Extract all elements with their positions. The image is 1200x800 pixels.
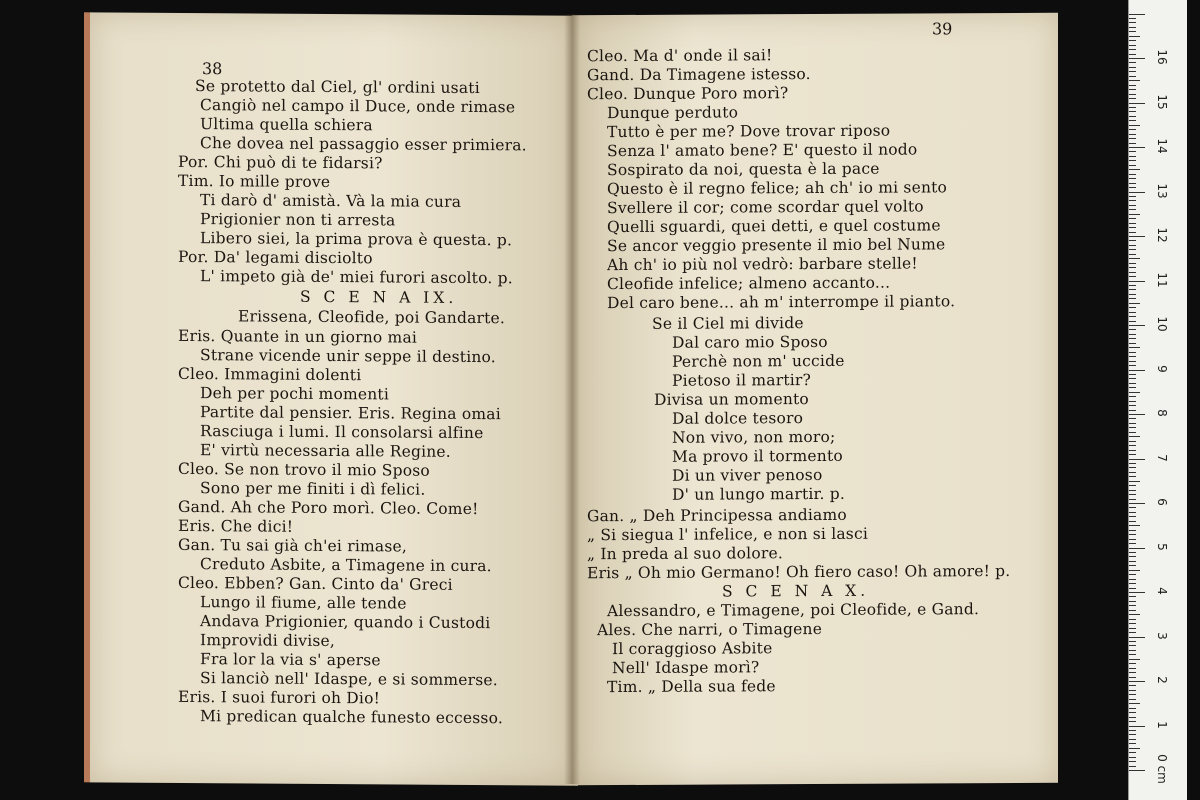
ruler-tick xyxy=(1129,401,1136,402)
ruler-tick xyxy=(1129,107,1136,108)
right-page-text-line: „ In preda al suo dolore. xyxy=(587,544,783,564)
ruler-tick xyxy=(1129,414,1145,415)
ruler-label: 4 xyxy=(1155,587,1169,595)
ruler-tick xyxy=(1129,423,1136,424)
left-page-text-line: Eris. Che dici! xyxy=(178,516,294,536)
ruler-tick xyxy=(1129,40,1136,41)
left-page-text-line: L' impeto già de' miei furori ascolto. p. xyxy=(200,267,513,288)
ruler-tick xyxy=(1129,410,1136,411)
ruler-tick xyxy=(1129,85,1136,86)
left-page-text-line: Improvidi divise, xyxy=(200,631,336,651)
ruler-label: 16 xyxy=(1155,49,1169,65)
ruler-tick xyxy=(1129,343,1136,344)
ruler-tick xyxy=(1129,338,1136,339)
ruler-tick xyxy=(1129,120,1136,121)
ruler-tick xyxy=(1129,147,1145,148)
right-page-text-line: Se ancor veggio presente il mio bel Nume xyxy=(607,235,946,256)
ruler-tick xyxy=(1129,321,1136,322)
ruler-tick xyxy=(1129,739,1136,740)
ruler-tick xyxy=(1129,752,1136,753)
ruler-tick xyxy=(1129,579,1136,580)
right-page-text-line: Di un viver penoso xyxy=(672,465,823,485)
ruler-tick xyxy=(1129,694,1136,695)
left-page-text-line: Creduto Asbite, a Timagene in cura. xyxy=(200,555,492,576)
ruler-tick xyxy=(1129,427,1136,428)
left-page-text-line: Ultima quella schiera xyxy=(200,115,373,135)
ruler-tick xyxy=(1129,565,1136,566)
ruler-tick xyxy=(1129,770,1145,771)
ruler-tick xyxy=(1129,637,1145,638)
open-book xyxy=(78,14,1063,784)
ruler-tick xyxy=(1129,263,1136,264)
ruler-tick xyxy=(1129,209,1136,210)
ruler-tick xyxy=(1129,494,1136,495)
ruler-tick xyxy=(1129,432,1136,433)
ruler-tick xyxy=(1129,134,1136,135)
ruler-tick xyxy=(1129,654,1136,655)
ruler-tick xyxy=(1129,685,1136,686)
ruler-tick xyxy=(1129,45,1136,46)
right-page-text-line: S C E N A X. xyxy=(722,581,870,601)
ruler-tick xyxy=(1129,18,1136,19)
ruler-tick xyxy=(1129,387,1136,388)
ruler-tick xyxy=(1129,151,1136,152)
ruler-tick xyxy=(1129,748,1140,749)
ruler-tick xyxy=(1129,463,1136,464)
ruler-tick xyxy=(1129,196,1136,197)
ruler-label: 9 xyxy=(1155,364,1169,373)
ruler-tick xyxy=(1129,156,1136,157)
measurement-ruler xyxy=(1128,0,1187,800)
ruler-tick xyxy=(1129,561,1136,562)
left-page-text-line: Si lanciò nell' Idaspe, e si sommerse. xyxy=(200,669,498,690)
ruler-tick xyxy=(1129,281,1145,282)
right-page-text-line: D' un lungo martir. p. xyxy=(672,484,845,504)
ruler-tick xyxy=(1129,516,1136,517)
ruler-tick xyxy=(1129,761,1136,762)
right-page-text-line: Gand. Da Timagene istesso. xyxy=(587,65,811,85)
ruler-tick xyxy=(1129,183,1136,184)
left-page-text-line: S C E N A IX. xyxy=(300,287,458,307)
ruler-tick xyxy=(1129,71,1136,72)
ruler-tick xyxy=(1129,249,1136,250)
ruler-label: 12 xyxy=(1155,227,1169,243)
ruler-tick xyxy=(1129,730,1136,731)
ruler-tick xyxy=(1129,766,1136,767)
ruler-tick xyxy=(1129,370,1145,371)
ruler-tick xyxy=(1129,62,1136,63)
ruler-tick xyxy=(1129,708,1136,709)
ruler-tick xyxy=(1129,605,1136,606)
left-page-text-line: Por. Da' legami disciolto xyxy=(178,247,373,268)
ruler-tick xyxy=(1129,329,1136,330)
left-page-text-line: Prigionier non ti arresta xyxy=(200,210,396,230)
ruler-label: 11 xyxy=(1155,271,1169,288)
right-page-text-line: Pietoso il martir? xyxy=(672,371,812,390)
left-page-text-line: Cleo. Ebben? Gan. Cinto da' Greci xyxy=(178,573,453,594)
right-page-text-line: Dal caro mio Sposo xyxy=(672,332,828,352)
ruler-tick xyxy=(1129,436,1140,437)
ruler-tick xyxy=(1129,641,1136,642)
right-page-text-line: Gan. „ Deh Principessa andiamo xyxy=(587,505,847,526)
ruler-tick xyxy=(1129,530,1136,531)
ruler-tick xyxy=(1129,507,1136,508)
right-page-text-line: Senza l' amato bene? E' questo il nodo xyxy=(607,140,918,161)
ruler-label: 1 xyxy=(1155,720,1169,729)
ruler-label: 0 cm xyxy=(1155,754,1169,784)
left-page-text-line: Cangiò nel campo il Duce, onde rimase xyxy=(200,96,516,117)
ruler-tick xyxy=(1129,481,1140,482)
ruler-label: 13 xyxy=(1155,182,1169,199)
ruler-tick xyxy=(1129,610,1136,611)
ruler-tick xyxy=(1129,467,1136,468)
ruler-tick xyxy=(1129,240,1136,241)
ruler-label: 6 xyxy=(1155,498,1169,506)
ruler-tick xyxy=(1129,476,1136,477)
ruler-tick xyxy=(1129,552,1136,553)
left-page-text-line: Se protetto dal Ciel, gl' ordini usati xyxy=(195,77,480,98)
right-page-text-line: Dal dolce tesoro xyxy=(672,409,804,428)
ruler-tick xyxy=(1129,169,1140,170)
left-page-text-line: Mi predican qualche funesto eccesso. xyxy=(200,707,503,728)
ruler-tick xyxy=(1129,111,1136,112)
ruler-tick xyxy=(1129,236,1145,237)
ruler-tick xyxy=(1129,543,1136,544)
ruler-tick xyxy=(1129,459,1145,460)
ruler-tick xyxy=(1129,396,1136,397)
ruler-tick xyxy=(1129,570,1140,571)
ruler-tick xyxy=(1129,726,1145,727)
ruler-tick xyxy=(1129,503,1145,504)
ruler-tick xyxy=(1129,757,1136,758)
right-page xyxy=(572,13,1058,786)
right-page-text-line: Eris „ Oh mio Germano! Oh fiero caso! Oh amore! p. xyxy=(587,561,1011,583)
ruler-tick xyxy=(1129,165,1136,166)
left-page-text-line: Cleo. Immagini dolenti xyxy=(178,364,362,385)
ruler-tick xyxy=(1129,521,1136,522)
ruler-tick xyxy=(1129,227,1136,228)
ruler-tick xyxy=(1129,347,1140,348)
right-page-text-line: Divisa un momento xyxy=(654,390,809,409)
right-page-text-line: Tutto è per me? Dove trovar riposo xyxy=(607,121,891,142)
right-page-text-line: Questo è il regno felice; ah ch' io mi sento xyxy=(607,178,948,199)
ruler-tick xyxy=(1129,254,1136,255)
ruler-tick xyxy=(1129,245,1136,246)
ruler-tick xyxy=(1129,445,1136,446)
ruler-tick xyxy=(1129,143,1136,144)
ruler-tick xyxy=(1129,374,1136,375)
page-number-left: 38 xyxy=(202,59,223,79)
ruler-tick xyxy=(1129,116,1136,117)
right-page-text-line: Quelli sguardi, quei detti, e quel costume xyxy=(607,216,941,237)
ruler-tick xyxy=(1129,485,1136,486)
right-page-text-line: Nell' Idaspe morì? xyxy=(612,658,760,678)
ruler-tick xyxy=(1129,668,1136,669)
ruler-tick xyxy=(1129,129,1136,130)
right-page-text-line: Ales. Che narri, o Timagene xyxy=(597,619,823,640)
ruler-tick xyxy=(1129,125,1140,126)
ruler-tick xyxy=(1129,232,1136,233)
ruler-tick xyxy=(1129,36,1140,37)
ruler-label: 5 xyxy=(1155,542,1169,551)
right-page-text-line: Non vivo, non moro; xyxy=(672,427,836,447)
ruler-tick xyxy=(1129,192,1145,193)
left-page xyxy=(84,12,578,785)
ruler-tick xyxy=(1129,677,1136,678)
right-page-text-line: Dunque perduto xyxy=(607,103,739,123)
book-gutter xyxy=(564,14,580,784)
ruler-tick xyxy=(1129,681,1145,682)
ruler-tick xyxy=(1129,365,1136,366)
ruler-tick xyxy=(1129,67,1136,68)
left-page-text-line: Andava Prigionier, quando i Custodi xyxy=(200,612,491,633)
left-page-text-line: Ti darò d' amistà. Và la mia cura xyxy=(200,191,462,211)
ruler-tick xyxy=(1129,499,1136,500)
ruler-tick xyxy=(1129,556,1136,557)
ruler-tick xyxy=(1129,418,1136,419)
ruler-tick xyxy=(1129,103,1145,104)
ruler-tick xyxy=(1129,174,1136,175)
ruler-tick xyxy=(1129,383,1136,384)
left-page-text-line: Lungo il fiume, alle tende xyxy=(200,593,407,613)
ruler-tick xyxy=(1129,276,1136,277)
right-page-text-line: Perchè non m' uccide xyxy=(672,351,845,371)
ruler-tick xyxy=(1129,356,1136,357)
ruler-tick xyxy=(1129,54,1136,55)
ruler-label: 3 xyxy=(1155,631,1169,640)
ruler-tick xyxy=(1129,490,1136,491)
ruler-tick xyxy=(1129,441,1136,442)
ruler-tick xyxy=(1129,94,1136,95)
ruler-tick xyxy=(1129,596,1136,597)
ruler-tick xyxy=(1129,454,1136,455)
ruler-tick xyxy=(1129,534,1136,535)
ruler-tick xyxy=(1129,160,1136,161)
ruler-tick xyxy=(1129,623,1136,624)
ruler-tick xyxy=(1129,361,1136,362)
ruler-tick xyxy=(1129,285,1136,286)
ruler-tick xyxy=(1129,316,1136,317)
ruler-tick xyxy=(1129,734,1136,735)
ruler-tick xyxy=(1129,699,1136,700)
ruler-tick xyxy=(1129,574,1136,575)
right-page-text-line: Sospirato da noi, questa è la pace xyxy=(607,159,880,180)
ruler-tick xyxy=(1129,303,1140,304)
ruler-tick xyxy=(1129,663,1136,664)
ruler-tick xyxy=(1129,307,1136,308)
ruler-tick xyxy=(1129,294,1136,295)
ruler-tick xyxy=(1129,672,1136,673)
ruler-tick xyxy=(1129,76,1136,77)
right-page-text-line: Cleofide infelice; almeno accanto... xyxy=(607,273,891,294)
ruler-tick xyxy=(1129,712,1136,713)
ruler-tick xyxy=(1129,14,1145,15)
ruler-tick xyxy=(1129,405,1136,406)
left-page-text-line: E' virtù necessaria alle Regine. xyxy=(200,441,451,461)
ruler-tick xyxy=(1129,650,1136,651)
ruler-tick xyxy=(1129,512,1136,513)
ruler-tick xyxy=(1129,619,1136,620)
ruler-tick xyxy=(1129,352,1136,353)
ruler-tick xyxy=(1129,289,1136,290)
ruler-tick xyxy=(1129,690,1136,691)
ruler-tick xyxy=(1129,645,1136,646)
ruler-tick xyxy=(1129,267,1136,268)
ruler-tick xyxy=(1129,632,1136,633)
left-page-text-line: Fra lor la via s' aperse xyxy=(200,650,381,670)
ruler-label: 8 xyxy=(1155,409,1169,417)
left-page-text-line: Che dovea nel passaggio esser primiera. xyxy=(200,134,527,155)
ruler-tick xyxy=(1129,614,1140,615)
ruler-tick xyxy=(1129,717,1136,718)
ruler-tick xyxy=(1129,49,1136,50)
ruler-tick xyxy=(1129,22,1136,23)
ruler-tick xyxy=(1129,272,1136,273)
left-page-text-line: Gan. Tu sai già ch'ei rimase, xyxy=(178,535,407,556)
ruler-tick xyxy=(1129,258,1140,259)
left-page-text-line: Erissena, Cleofide, poi Gandarte. xyxy=(238,307,506,328)
ruler-tick xyxy=(1129,583,1136,584)
right-page-text-line: Alessandro, e Timagene, poi Cleofide, e Gand. xyxy=(607,600,980,621)
ruler-tick xyxy=(1129,31,1136,32)
ruler-tick xyxy=(1129,178,1136,179)
ruler-tick xyxy=(1129,472,1136,473)
ruler-tick xyxy=(1129,89,1136,90)
ruler-tick xyxy=(1129,392,1140,393)
ruler-label: 7 xyxy=(1155,453,1169,462)
left-page-text-line: Gand. Ah che Poro morì. Cleo. Come! xyxy=(178,497,479,519)
right-page-text-line: „ Si siegua l' infelice, e non si lasci xyxy=(587,524,868,545)
ruler-tick xyxy=(1129,548,1145,549)
right-page-text-line: Ah ch' io più nol vedrò: barbare stelle! xyxy=(607,254,918,275)
page-number-right: 39 xyxy=(932,19,953,39)
right-page-text-line: Cleo. Dunque Poro morì? xyxy=(587,84,789,104)
ruler-tick xyxy=(1129,218,1136,219)
ruler-tick xyxy=(1129,27,1136,28)
ruler-tick xyxy=(1129,450,1136,451)
right-page-text-line: Se il Ciel mi divide xyxy=(652,314,804,333)
left-page-text-line: Eris. Quante in un giorno mai xyxy=(178,326,418,347)
ruler-tick xyxy=(1129,80,1140,81)
ruler-tick xyxy=(1129,187,1136,188)
ruler-tick xyxy=(1129,214,1140,215)
ruler-tick xyxy=(1129,138,1136,139)
ruler-tick xyxy=(1129,588,1136,589)
ruler-tick xyxy=(1129,703,1140,704)
left-page-text-line: Sono per me finiti i dì felici. xyxy=(200,479,426,499)
left-page-text-line: Libero siei, la prima prova è questa. p. xyxy=(200,229,513,250)
ruler-tick xyxy=(1129,743,1136,744)
ruler-tick xyxy=(1129,58,1145,59)
ruler-tick xyxy=(1129,628,1136,629)
ruler-tick xyxy=(1129,659,1140,660)
left-page-text-line: Partite dal pensier. Eris. Regina omai xyxy=(200,403,501,424)
ruler-tick xyxy=(1129,592,1145,593)
left-page-text-line: Strane vicende unir seppe il destino. xyxy=(200,346,496,367)
ruler-tick xyxy=(1129,200,1136,201)
right-page-text-line: Ma provo il tormento xyxy=(672,446,843,466)
left-page-text-line: Tim. Io mille prove xyxy=(178,171,331,191)
ruler-tick xyxy=(1129,525,1140,526)
ruler-label: 14 xyxy=(1155,138,1169,154)
ruler-tick xyxy=(1129,205,1136,206)
ruler-tick xyxy=(1129,298,1136,299)
left-page-text-line: Por. Chi può di te fidarsi? xyxy=(178,152,383,173)
ruler-tick xyxy=(1129,325,1145,326)
right-page-text-line: Svellere il cor; come scordar quel volto xyxy=(607,197,924,218)
ruler-tick xyxy=(1129,539,1136,540)
right-page-text-line: Il coraggioso Asbite xyxy=(612,639,773,659)
ruler-tick xyxy=(1129,223,1136,224)
ruler-tick xyxy=(1129,721,1136,722)
ruler-tick xyxy=(1129,378,1136,379)
left-page-text-line: Eris. I suoi furori oh Dio! xyxy=(178,687,381,708)
right-page-text-line: Tim. „ Della sua fede xyxy=(607,677,776,697)
left-page-text-line: Rasciuga i lumi. Il consolarsi alfine xyxy=(200,422,484,443)
left-page-text-line: Cleo. Se non trovo il mio Sposo xyxy=(178,459,430,480)
right-page-text-line: Cleo. Ma d' onde il sai! xyxy=(587,46,773,66)
right-page-text-line: Del caro bene... ah m' interrompe il pianto. xyxy=(607,292,956,313)
ruler-tick xyxy=(1129,601,1136,602)
ruler-label: 2 xyxy=(1155,676,1169,684)
ruler-label: 15 xyxy=(1155,93,1169,110)
ruler-tick xyxy=(1129,312,1136,313)
ruler-tick xyxy=(1129,98,1136,99)
ruler-label: 10 xyxy=(1155,316,1169,332)
ruler-tick xyxy=(1129,334,1136,335)
left-page-text-line: Deh per pochi momenti xyxy=(200,384,390,404)
